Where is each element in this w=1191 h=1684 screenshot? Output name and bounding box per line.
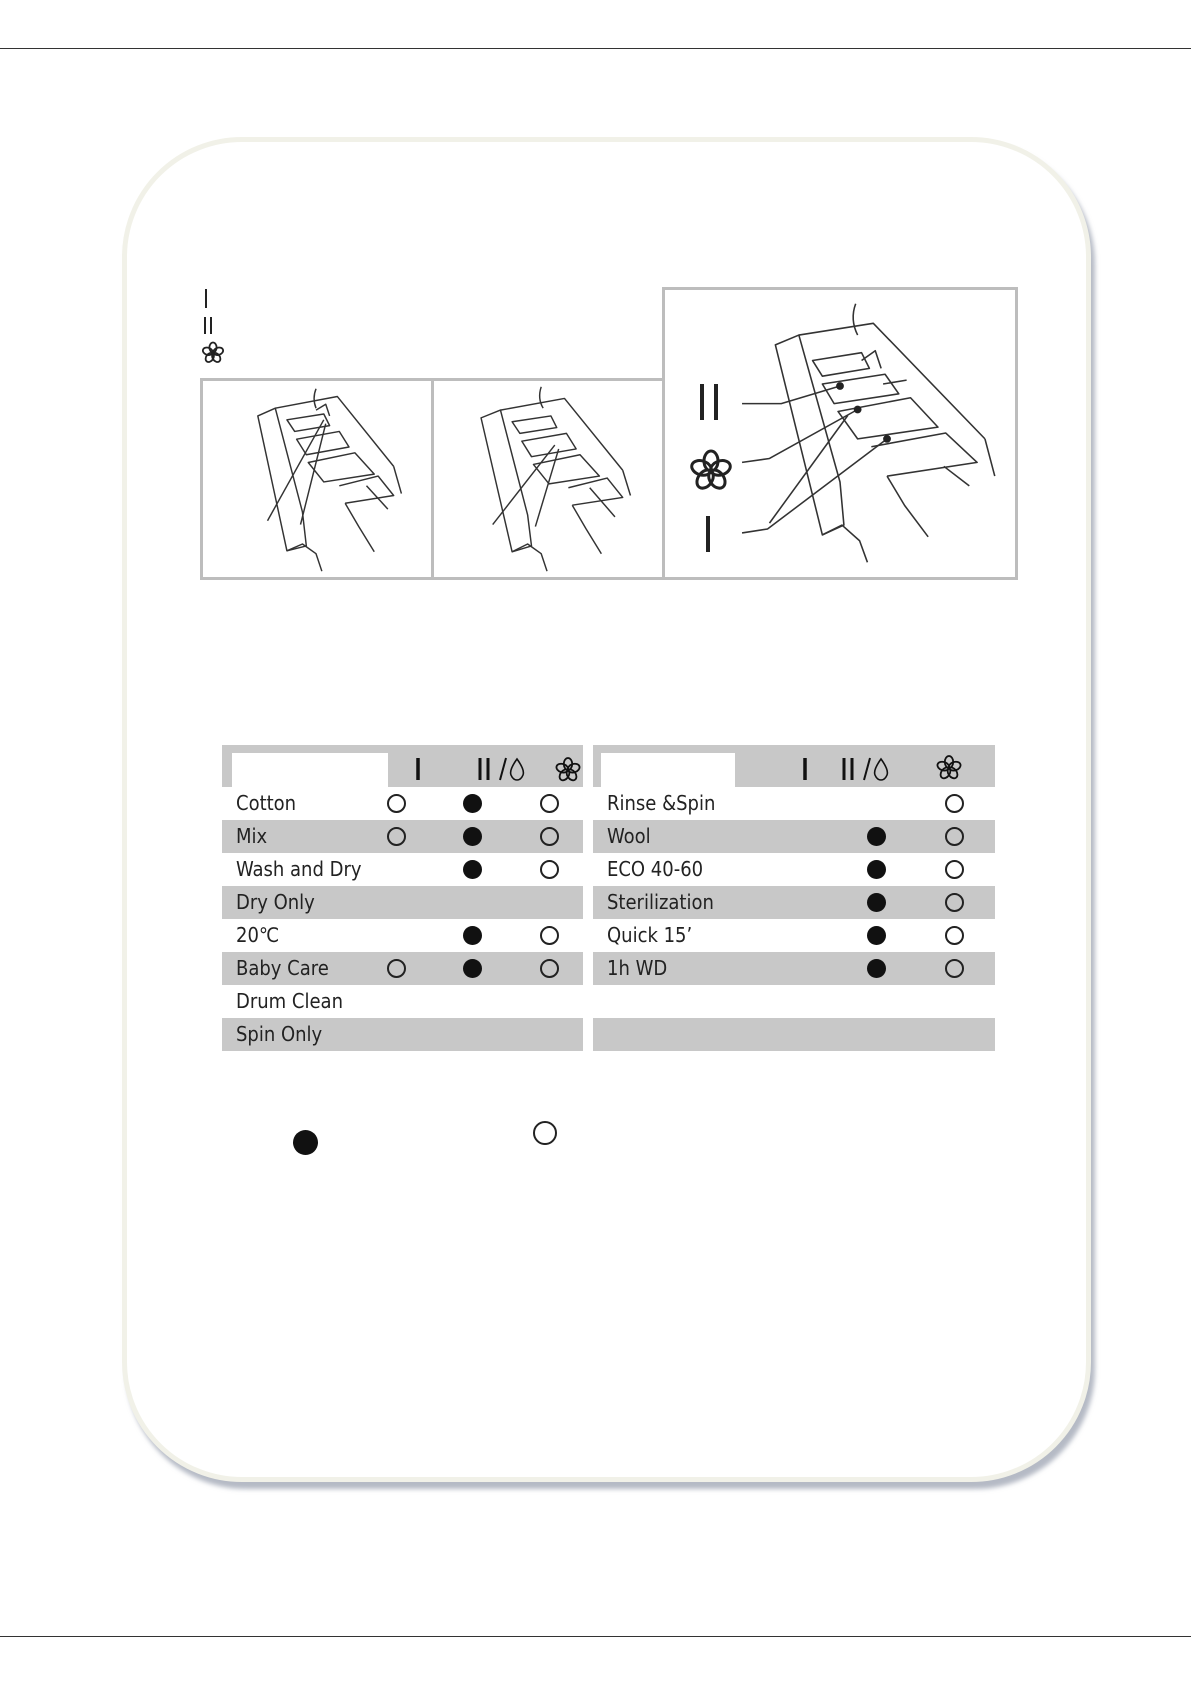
table-header xyxy=(222,745,583,787)
required-dot xyxy=(463,827,482,846)
program-name: Wool xyxy=(607,824,651,848)
optional-dot xyxy=(945,860,964,879)
required-dot xyxy=(867,959,886,978)
table-row xyxy=(222,1018,583,1051)
table-row xyxy=(593,886,995,919)
program-name: Mix xyxy=(236,824,268,848)
table-header xyxy=(593,745,995,787)
header-rule xyxy=(0,48,1191,49)
optional-dot xyxy=(387,827,406,846)
program-table-left xyxy=(222,745,583,1070)
softener-flower-icon xyxy=(686,446,736,496)
required-dot xyxy=(463,959,482,978)
optional-dot xyxy=(540,794,559,813)
program-name: 1h WD xyxy=(607,956,668,980)
compartment-ii-icon xyxy=(696,380,726,424)
table-row xyxy=(593,952,995,985)
program-name: Cotton xyxy=(236,791,297,815)
optional-dot xyxy=(540,926,559,945)
compartment-i-icon xyxy=(700,512,720,556)
table-row xyxy=(593,1018,995,1051)
required-dot xyxy=(463,794,482,813)
compartment-ii-icon xyxy=(202,312,232,338)
program-name: Baby Care xyxy=(236,956,329,980)
optional-dot xyxy=(945,893,964,912)
program-name: Drum Clean xyxy=(236,989,343,1013)
table-row xyxy=(222,820,583,853)
program-table-right xyxy=(593,745,995,1070)
drawer-figure-1 xyxy=(200,378,434,580)
optional-dot xyxy=(945,827,964,846)
key-optional-dot xyxy=(533,1121,557,1145)
softener-flower-icon xyxy=(202,340,232,366)
footer-rule xyxy=(0,1636,1191,1637)
optional-dot xyxy=(945,959,964,978)
required-dot xyxy=(867,827,886,846)
table-row xyxy=(222,886,583,919)
optional-dot xyxy=(945,794,964,813)
optional-dot xyxy=(540,860,559,879)
table-row xyxy=(222,787,583,820)
table-row xyxy=(593,985,995,1018)
optional-dot xyxy=(540,959,559,978)
program-name: ECO 40-60 xyxy=(607,857,704,881)
required-dot xyxy=(463,926,482,945)
table-row xyxy=(222,985,583,1018)
program-name: Sterilization xyxy=(607,890,714,914)
table-row xyxy=(593,820,995,853)
required-dot xyxy=(463,860,482,879)
program-name: Dry Only xyxy=(236,890,315,914)
program-name: Wash and Dry xyxy=(236,857,362,881)
table-row xyxy=(593,919,995,952)
program-name: Rinse &Spin xyxy=(607,791,716,815)
program-name: Quick 15’ xyxy=(607,923,693,947)
optional-dot xyxy=(387,794,406,813)
compartment-i-icon xyxy=(202,286,232,312)
key-required-dot xyxy=(293,1130,318,1155)
program-name: Spin Only xyxy=(236,1022,323,1046)
optional-dot xyxy=(540,827,559,846)
table-row xyxy=(222,952,583,985)
optional-dot xyxy=(387,959,406,978)
table-row xyxy=(222,853,583,886)
table-row xyxy=(222,919,583,952)
required-dot xyxy=(867,926,886,945)
drawer-figure-2 xyxy=(431,378,665,580)
optional-dot xyxy=(945,926,964,945)
table-row xyxy=(593,853,995,886)
required-dot xyxy=(867,860,886,879)
table-row xyxy=(593,787,995,820)
program-name: 20℃ xyxy=(236,923,280,947)
required-dot xyxy=(867,893,886,912)
